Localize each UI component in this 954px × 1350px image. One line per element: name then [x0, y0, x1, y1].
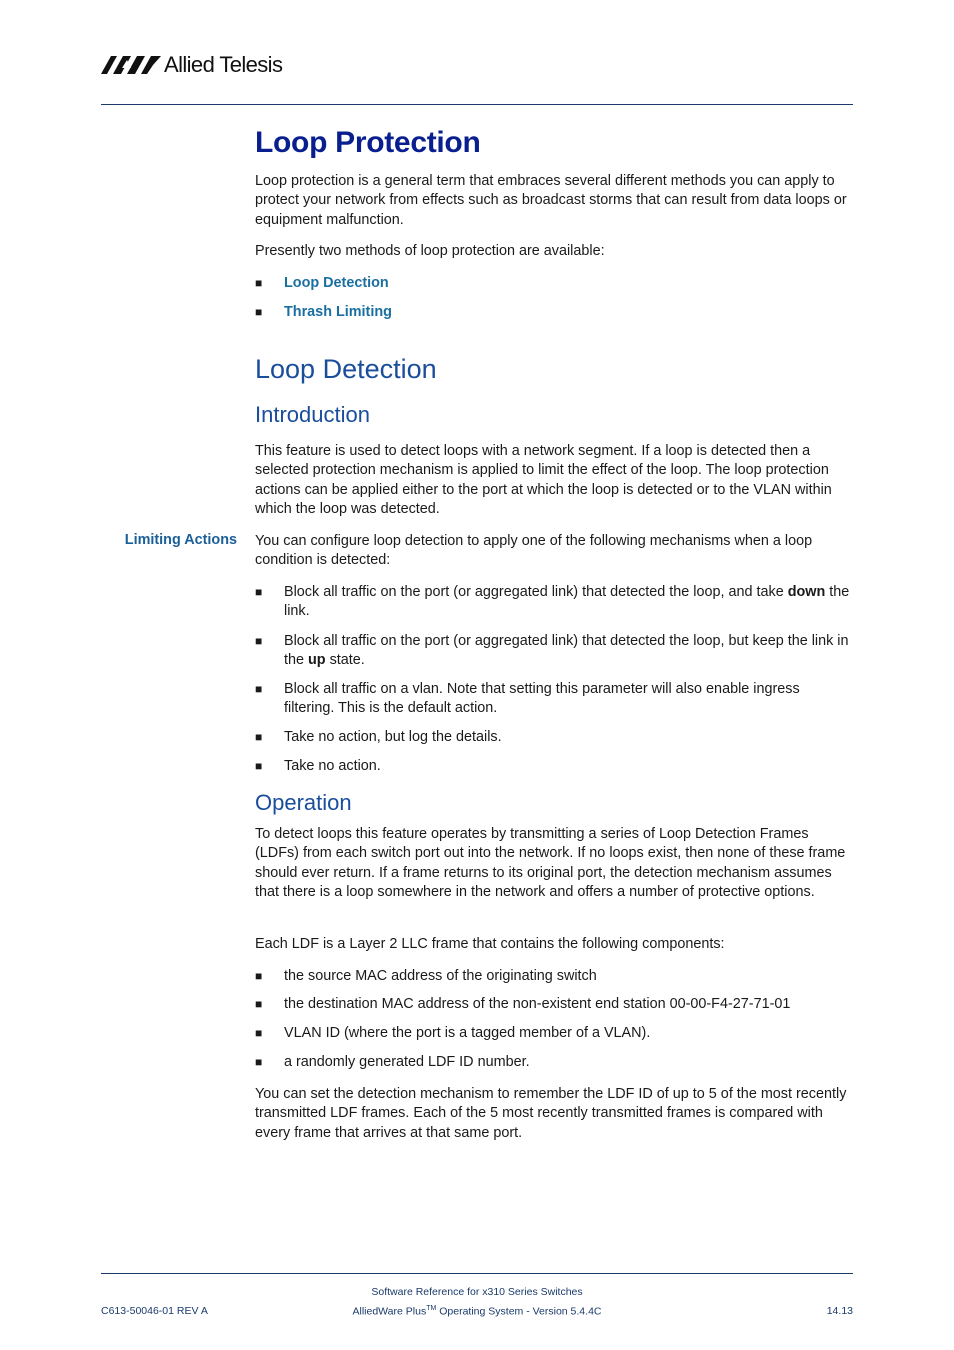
bullet-icon: ■	[255, 634, 263, 648]
list-item	[255, 274, 853, 293]
introduction-text: This feature is used to detect loops with a network segment. If a loop is detected then a selected protection mechanism is applied to limit the effect of the loop. The loop protection actions can be applied either to the port at which the loop is detected or to the VLAN within which the loop was detected.	[255, 443, 832, 518]
list-item: ■ the source MAC address of the originating switch	[255, 967, 853, 986]
footer-version: AlliedWare Plus™ Operating System - Version 5.4.4C	[352, 1305, 602, 1318]
page-title: Loop Protection	[255, 126, 481, 159]
section-title: Loop Detection	[255, 354, 437, 384]
bullet-icon: ■	[255, 1026, 263, 1040]
ldf-intro: Each LDF is a Layer 2 LLC frame that contains the following components:	[255, 936, 725, 952]
bullet-icon: ■	[255, 969, 263, 983]
footer-doc-id: C613-50046-01 REV A	[101, 1305, 208, 1317]
loop-detection-link[interactable]: Loop Detection	[284, 275, 389, 291]
bullet-icon: ■	[255, 730, 263, 744]
logo-mark-icon	[101, 55, 161, 75]
limiting-actions-text: You can configure loop detection to apply one of the following mechanisms when a loop condition is detected:	[255, 533, 813, 569]
operation-text: To detect loops this feature operates by transmitting a series of Loop Detection Frames (LDFs) from each switch port out into the network. If no loops exist, then none of these frame should ever return. If a frame returns to its original port, the detection mechanism assumes that there is a loop somewhere in the network and offers a number of protective options.	[255, 826, 846, 901]
list-item: ■ a randomly generated LDF ID number.	[255, 1053, 853, 1072]
logo-text: Allied Telesis	[164, 52, 283, 77]
bullet-icon: ■	[255, 682, 263, 696]
bullet-icon: ■	[255, 585, 263, 599]
footer-page-number: 14.13	[826, 1305, 853, 1317]
intro-paragraph: Loop protection is a general term that embraces several different methods you can apply to protect your network from effects such as broadcast storms that can result from data loops or equipment malfunction.	[255, 173, 847, 228]
list-item: ■ Block all traffic on the port (or aggregated link) that detected the loop, but keep the link in the up state.	[255, 632, 853, 671]
bullet-icon: ■	[255, 759, 263, 773]
operation-heading: Operation	[255, 790, 352, 815]
methods-intro: Presently two methods of loop protection are available:	[255, 243, 605, 259]
limiting-actions-label: Limiting Actions	[124, 532, 237, 548]
list-item: ■ Block all traffic on a vlan. Note that setting this parameter will also enable ingress filtering. This is the default action.	[255, 680, 853, 719]
allied-telesis-logo	[101, 52, 282, 78]
list-item: ■ Block all traffic on the port (or aggregated link) that detected the loop, and take down the link.	[255, 583, 853, 622]
list-item	[255, 303, 853, 322]
bullet-icon: ■	[255, 305, 263, 319]
thrash-limiting-link[interactable]: Thrash Limiting	[284, 304, 392, 320]
list-item: ■ Take no action.	[255, 757, 853, 776]
list-item: ■ the destination MAC address of the non-existent end station 00-00-F4-27-71-01	[255, 995, 853, 1014]
footer-rule	[101, 1273, 853, 1274]
bullet-icon: ■	[255, 997, 263, 1011]
bullet-icon: ■	[255, 276, 263, 290]
list-item: ■ Take no action, but log the details.	[255, 728, 853, 747]
introduction-heading: Introduction	[255, 402, 370, 427]
footer-title: Software Reference for x310 Series Switches	[371, 1286, 583, 1298]
header-rule	[101, 104, 853, 105]
ldf-memory-text: You can set the detection mechanism to remember the LDF ID of up to 5 of the most recently transmitted LDF frames. Each of the 5 most recently transmitted frames is compared with every frame that arrives at that same port.	[255, 1086, 847, 1141]
bullet-icon: ■	[255, 1055, 263, 1069]
list-item: ■ VLAN ID (where the port is a tagged member of a VLAN).	[255, 1024, 853, 1043]
